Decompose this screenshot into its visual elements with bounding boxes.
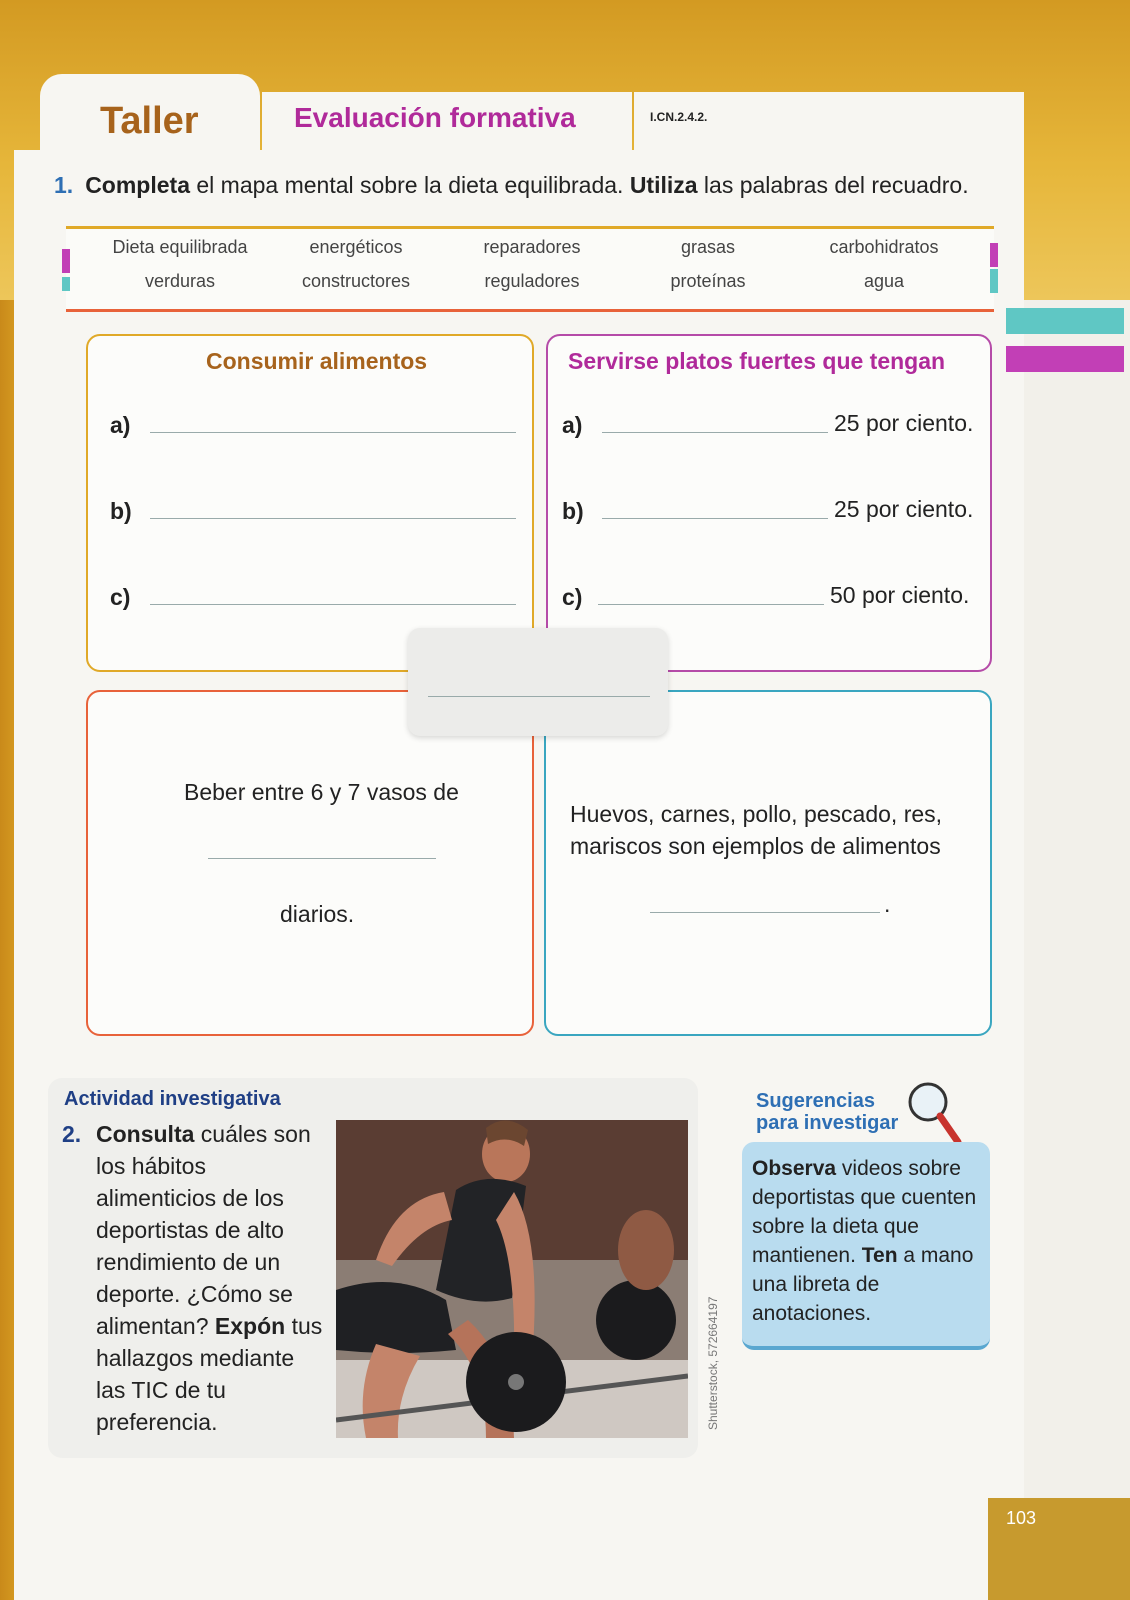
row-label: a) bbox=[562, 412, 583, 438]
card-text: Beber entre 6 y 7 vasos de bbox=[184, 779, 459, 805]
word-bank-word: carbohidratos bbox=[829, 237, 939, 257]
side-tab-teal bbox=[1006, 308, 1124, 334]
card-constructores bbox=[544, 690, 992, 1036]
word-bank-word: reguladores bbox=[484, 271, 580, 291]
question-2-verb2: Expón bbox=[214, 1313, 286, 1339]
barbell-plate-back bbox=[596, 1280, 676, 1360]
word-bank-word: constructores bbox=[301, 271, 411, 291]
question-1-text1: el mapa mental sobre la dieta equilibrada. bbox=[189, 172, 630, 198]
photo-credit: Shutterstock, 572664197 bbox=[706, 1296, 720, 1430]
question-2-verb1: Consulta bbox=[96, 1121, 195, 1147]
row-label: b) bbox=[110, 498, 132, 524]
suggestions-text1: videos sobre deportistas que cuenten sobre la dieta que mantienen. bbox=[752, 1157, 977, 1267]
suggestions-title-line1: Sugerencias bbox=[756, 1090, 875, 1112]
center-box-dieta bbox=[408, 628, 668, 736]
second-athlete bbox=[618, 1210, 674, 1290]
word-bank-bar bbox=[990, 269, 998, 293]
word-bank-bar bbox=[62, 249, 70, 273]
word-bank-word: proteínas bbox=[670, 271, 746, 291]
card-platos-fuertes bbox=[546, 334, 992, 672]
answer-line[interactable] bbox=[150, 604, 516, 605]
question-1 bbox=[54, 172, 969, 199]
question-2-number: 2. bbox=[62, 1121, 82, 1147]
card-text: Huevos, carnes, pollo, pescado, res, bbox=[570, 801, 943, 827]
word-bank bbox=[66, 226, 994, 312]
card-text: mariscos son ejemplos de alimentos bbox=[570, 833, 941, 859]
word-bank-bar bbox=[990, 243, 998, 267]
answer-line[interactable] bbox=[602, 518, 828, 519]
card-title: Servirse platos fuertes que tengan bbox=[568, 348, 946, 374]
percentage-text: 50 por ciento. bbox=[830, 582, 970, 608]
page-number-tab bbox=[988, 1498, 1130, 1600]
percentage-text: 25 por ciento. bbox=[834, 410, 974, 436]
answer-line[interactable] bbox=[428, 696, 650, 697]
percentage-text: 25 por ciento. bbox=[834, 496, 974, 522]
question-1-text2: las palabras del recuadro. bbox=[697, 172, 969, 198]
word-bank-word: agua bbox=[863, 271, 905, 291]
answer-line[interactable] bbox=[602, 432, 828, 433]
activity-title: Actividad investigativa bbox=[64, 1088, 281, 1110]
question-2 bbox=[62, 1118, 323, 1435]
magnifier-icon bbox=[904, 1080, 964, 1150]
suggestions-title bbox=[756, 1090, 916, 1134]
word-bank-word: Dieta equilibrada bbox=[112, 237, 248, 257]
page-right-margin bbox=[1024, 300, 1130, 1600]
suggestions-title-line2: para investigar bbox=[756, 1112, 899, 1134]
answer-line[interactable] bbox=[598, 604, 824, 605]
answer-line[interactable] bbox=[650, 912, 880, 913]
criteria-code-box bbox=[634, 92, 1024, 152]
magnifier-handle bbox=[940, 1116, 958, 1142]
row-label: c) bbox=[562, 584, 583, 610]
word-bank-bar bbox=[62, 277, 70, 291]
question-2-text2: tus hallazgos mediante las TIC de tu preferencia. bbox=[96, 1313, 323, 1435]
section-title: Evaluación formativa bbox=[294, 102, 576, 133]
section-title-tab bbox=[262, 92, 632, 152]
card-text: diarios. bbox=[280, 901, 355, 927]
row-label: c) bbox=[110, 584, 131, 610]
card-text: . bbox=[884, 891, 891, 917]
criteria-code: I.CN.2.4.2. bbox=[650, 110, 708, 124]
row-label: b) bbox=[562, 498, 584, 524]
side-tab-magenta bbox=[1006, 346, 1124, 372]
card-title: Consumir alimentos bbox=[206, 348, 428, 374]
suggestions-text bbox=[752, 1154, 984, 1328]
photo-credit-wrap bbox=[706, 1296, 722, 1590]
suggestions-text2: a mano una libreta de anotaciones. bbox=[752, 1244, 974, 1325]
card-consumir-alimentos bbox=[86, 334, 534, 672]
page-number: 103 bbox=[1006, 1508, 1037, 1528]
answer-line[interactable] bbox=[150, 518, 516, 519]
word-bank-word: verduras bbox=[144, 271, 216, 291]
card-agua bbox=[86, 690, 534, 1036]
word-bank-word: energéticos bbox=[309, 237, 403, 257]
question-1-verb2: Utiliza bbox=[629, 172, 698, 198]
suggestions-verb1: Observa bbox=[752, 1157, 837, 1180]
answer-line[interactable] bbox=[150, 432, 516, 433]
weightlifter-illustration bbox=[336, 1120, 688, 1438]
question-1-verb1: Completa bbox=[85, 172, 190, 198]
suggestions-verb2: Ten bbox=[861, 1244, 898, 1267]
word-bank-word: reparadores bbox=[483, 237, 581, 257]
word-bank-word: grasas bbox=[680, 237, 736, 257]
taller-label: Taller bbox=[100, 100, 199, 142]
barbell-hub bbox=[508, 1374, 524, 1390]
answer-line[interactable] bbox=[208, 858, 436, 859]
row-label: a) bbox=[110, 412, 131, 438]
question-1-number: 1. bbox=[54, 172, 74, 198]
question-2-body bbox=[96, 1118, 326, 1438]
weightlifter-photo bbox=[336, 1120, 688, 1438]
question-2-text1: cuáles son los hábitos alimenticios de los deportistas de alto rendimiento de un deporte. ¿Cómo se alimentan? bbox=[96, 1121, 311, 1339]
